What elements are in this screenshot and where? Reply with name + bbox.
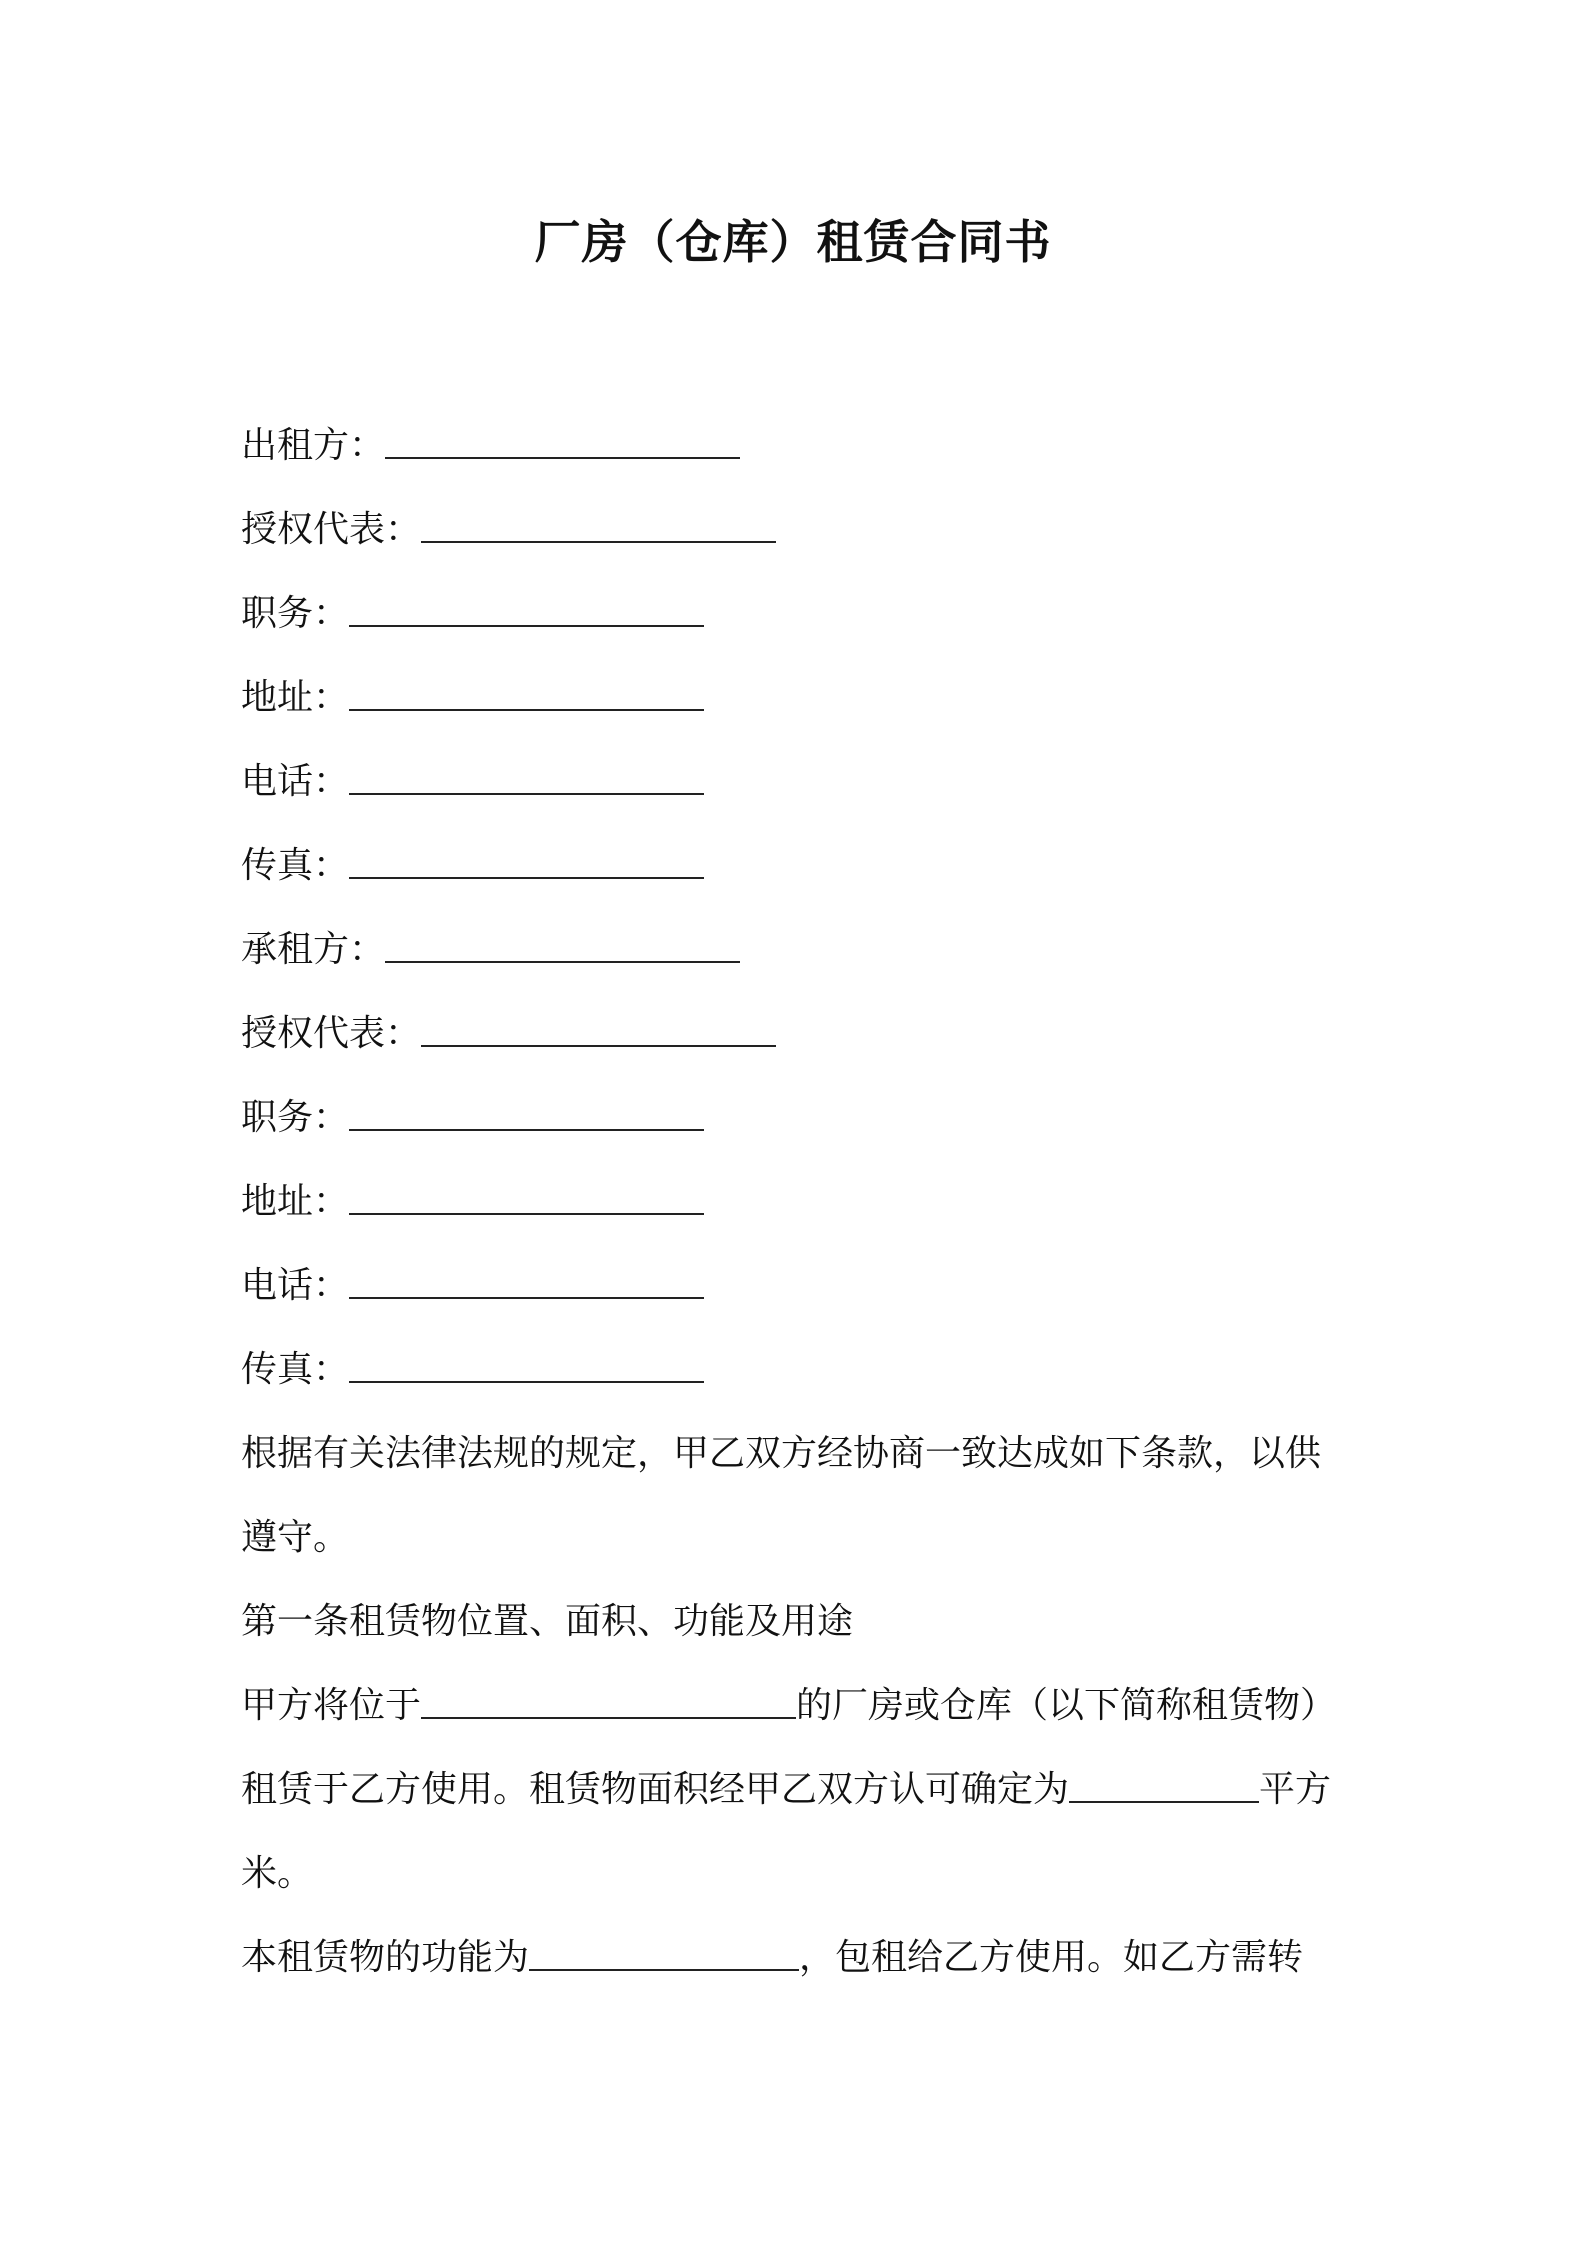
contract-body — [241, 404, 1361, 2000]
area-unit: 平方 — [1259, 1769, 1332, 1810]
location-prefix: 甲方将位于 — [241, 1685, 422, 1726]
lessee-phone-label: 电话： — [241, 1265, 350, 1306]
lessee-address-blank[interactable] — [349, 1185, 704, 1215]
page-title: 厂房（仓库）租赁合同书 — [534, 215, 1052, 269]
lessor-rep-row — [241, 488, 1361, 572]
area-blank[interactable] — [1069, 1773, 1259, 1803]
lessor-rep-blank[interactable] — [421, 513, 776, 543]
lessor-address-blank[interactable] — [349, 681, 704, 711]
lessee-position-row — [241, 1076, 1361, 1160]
lessee-name-label: 承租方： — [241, 929, 386, 970]
lessee-address-label: 地址： — [241, 1181, 350, 1222]
lessor-fax-row — [241, 824, 1361, 908]
lessor-position-blank[interactable] — [349, 597, 704, 627]
lessee-rep-label: 授权代表： — [241, 1013, 422, 1054]
preamble-line-2: 遵守。 — [241, 1517, 350, 1558]
lessor-phone-row — [241, 740, 1361, 824]
article-1-function-line — [241, 1916, 1361, 2000]
lessor-address-row — [241, 656, 1361, 740]
area-prefix: 租赁于乙方使用。租赁物面积经甲乙双方认可确定为 — [241, 1769, 1070, 1810]
function-prefix: 本租赁物的功能为 — [241, 1937, 530, 1978]
lessee-rep-blank[interactable] — [421, 1017, 776, 1047]
lessor-fax-label: 传真： — [241, 845, 350, 886]
lessee-phone-blank[interactable] — [349, 1269, 704, 1299]
lessee-fax-blank[interactable] — [349, 1353, 704, 1383]
lessor-name-row — [241, 404, 1361, 488]
function-suffix: ，包租给乙方使用。如乙方需转 — [799, 1937, 1304, 1978]
lessee-phone-row — [241, 1244, 1361, 1328]
lessee-fax-row — [241, 1328, 1361, 1412]
article-1-location-line — [241, 1664, 1361, 1748]
preamble-line-1: 根据有关法律法规的规定，甲乙双方经协商一致达成如下条款，以供 — [241, 1433, 1322, 1474]
lessor-fax-blank[interactable] — [349, 849, 704, 879]
lessor-phone-blank[interactable] — [349, 765, 704, 795]
lessor-address-label: 地址： — [241, 677, 350, 718]
lessee-position-blank[interactable] — [349, 1101, 704, 1131]
lessee-fax-label: 传真： — [241, 1349, 350, 1390]
lessor-position-row — [241, 572, 1361, 656]
lessee-position-label: 职务： — [241, 1097, 350, 1138]
lessor-position-label: 职务： — [241, 593, 350, 634]
location-suffix: 的厂房或仓库（以下简称租赁物） — [796, 1685, 1337, 1726]
lessor-rep-label: 授权代表： — [241, 509, 422, 550]
lessee-name-row — [241, 908, 1361, 992]
lessor-name-blank[interactable] — [385, 429, 740, 459]
lessee-address-row — [241, 1160, 1361, 1244]
article-1-area-unit-line: 米。 — [241, 1853, 314, 1894]
article-1-area-line — [241, 1748, 1361, 1832]
lessor-name-label: 出租方： — [241, 425, 386, 466]
lessee-rep-row — [241, 992, 1361, 1076]
function-blank[interactable] — [529, 1941, 799, 1971]
location-blank[interactable] — [421, 1689, 796, 1719]
lessor-phone-label: 电话： — [241, 761, 350, 802]
lessee-name-blank[interactable] — [385, 933, 740, 963]
article-1-heading: 第一条租赁物位置、面积、功能及用途 — [241, 1601, 854, 1642]
